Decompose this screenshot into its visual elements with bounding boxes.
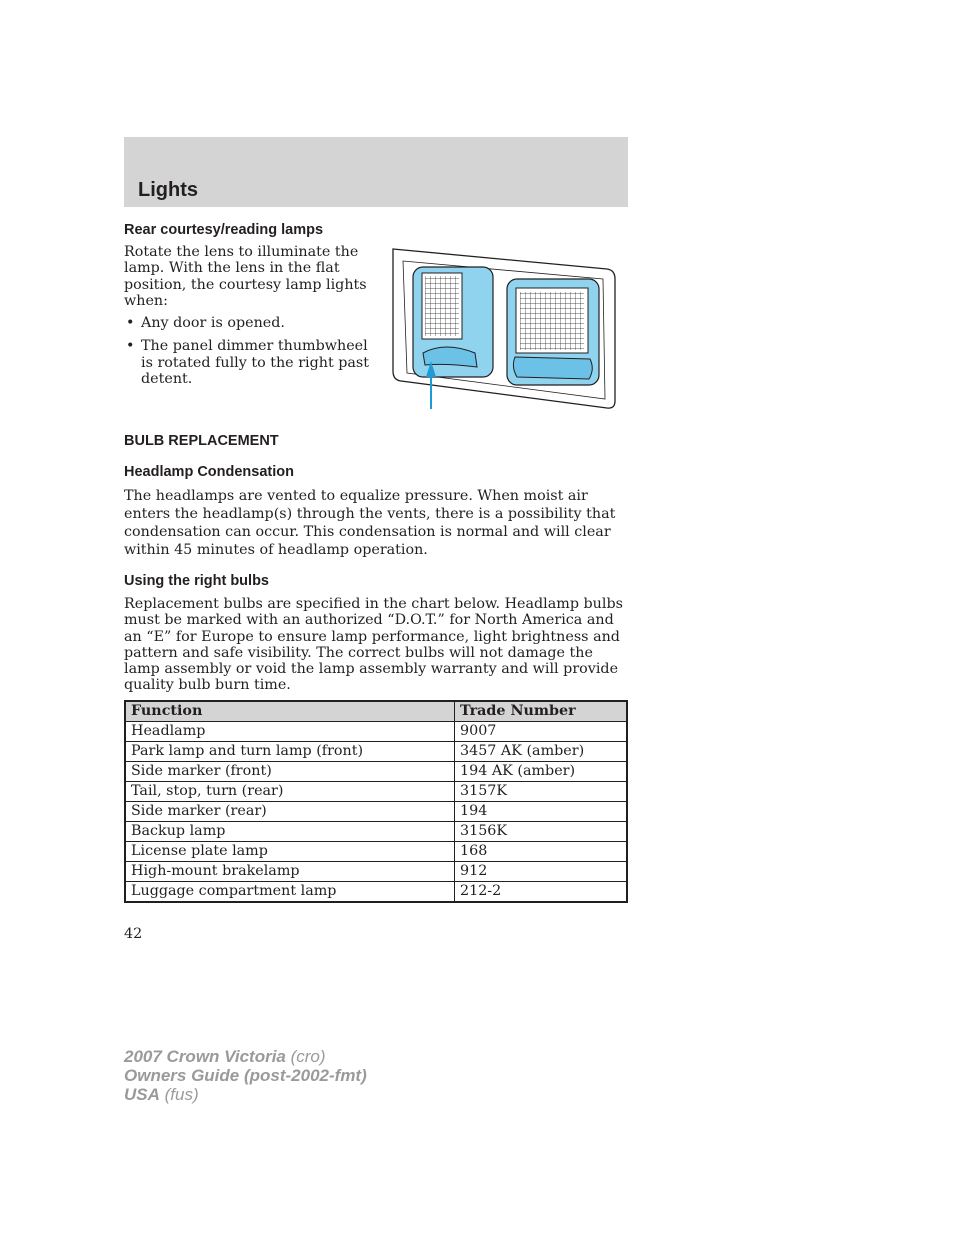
table-row: [125, 802, 627, 822]
function-cell: High-mount brakelamp: [125, 862, 455, 882]
right-lamp-grille: [520, 292, 584, 350]
courtesy-lamps-body: Rotate the lens to illuminate the lamp. With the lens in the flat position, the courtesy lamp lights when:: [124, 244, 367, 309]
headlamp-condensation-heading: Headlamp Condensation: [124, 464, 294, 480]
footer-line-model: 2007 Crown Victoria (cro): [124, 1047, 326, 1066]
function-cell: Park lamp and turn lamp (front): [125, 742, 455, 762]
headlamp-condensation-body: The headlamps are vented to equalize pressure. When moist air enters the headlamp(s) through the vents, there is a possibility that condensation can occur. This condensation is normal and will clear within 45 minutes of headlamp operation.: [124, 488, 616, 558]
table-header-row: [125, 701, 627, 722]
trade-number-cell: 168: [455, 842, 628, 862]
right-bulbs-heading: Using the right bulbs: [124, 573, 269, 589]
footer-line-guide: Owners Guide (post-2002-fmt): [124, 1066, 367, 1085]
section-header-band: [124, 137, 628, 207]
list-item: • The panel dimmer thumbwheel is rotated fully to the right past detent.: [126, 338, 370, 387]
function-cell: License plate lamp: [125, 842, 455, 862]
courtesy-lamp-illustration: [385, 243, 625, 415]
bulb-table: [124, 700, 628, 903]
function-cell: Side marker (front): [125, 762, 455, 782]
page-number: 42: [124, 926, 143, 942]
function-cell: Backup lamp: [125, 822, 455, 842]
trade-number-cell: 3157K: [455, 782, 628, 802]
trade-number-cell: 3156K: [455, 822, 628, 842]
table-row: [125, 862, 627, 882]
trade-number-cell: 194 AK (amber): [455, 762, 628, 782]
table-row: [125, 842, 627, 862]
right-bulbs-body: Replacement bulbs are specified in the chart below. Headlamp bulbs must be marked with an authorized “D.O.T.” for North America and an “E” for Europe to ensure lamp performance, light brightness and pattern and safe visibility. The correct bulbs will not damage the lamp assembly or void the lamp assembly warranty and will provide quality bulb burn time.: [124, 596, 623, 694]
courtesy-conditions-list: [124, 315, 379, 394]
table-row: [125, 882, 627, 903]
column-header-trade-number: Trade Number: [455, 701, 628, 722]
courtesy-lamps-heading: Rear courtesy/reading lamps: [124, 222, 324, 238]
list-item: • Any door is opened.: [126, 315, 285, 331]
function-cell: Luggage compartment lamp: [125, 882, 455, 903]
table-row: [125, 722, 627, 742]
trade-number-cell: 194: [455, 802, 628, 822]
trade-number-cell: 912: [455, 862, 628, 882]
table-row: [125, 742, 627, 762]
section-title: Lights: [138, 179, 198, 201]
trade-number-cell: 3457 AK (amber): [455, 742, 628, 762]
table-row: [125, 782, 627, 802]
trade-number-cell: 212-2: [455, 882, 628, 903]
function-cell: Side marker (rear): [125, 802, 455, 822]
bulb-replacement-heading: BULB REPLACEMENT: [124, 433, 279, 449]
trade-number-cell: 9007: [455, 722, 628, 742]
document-footer: [124, 1047, 367, 1104]
table-row: [125, 822, 627, 842]
left-lamp-grille: [425, 276, 459, 336]
table-row: [125, 762, 627, 782]
function-cell: Tail, stop, turn (rear): [125, 782, 455, 802]
function-cell: Headlamp: [125, 722, 455, 742]
footer-line-market: USA (fus): [124, 1085, 199, 1104]
column-header-function: Function: [125, 701, 455, 722]
